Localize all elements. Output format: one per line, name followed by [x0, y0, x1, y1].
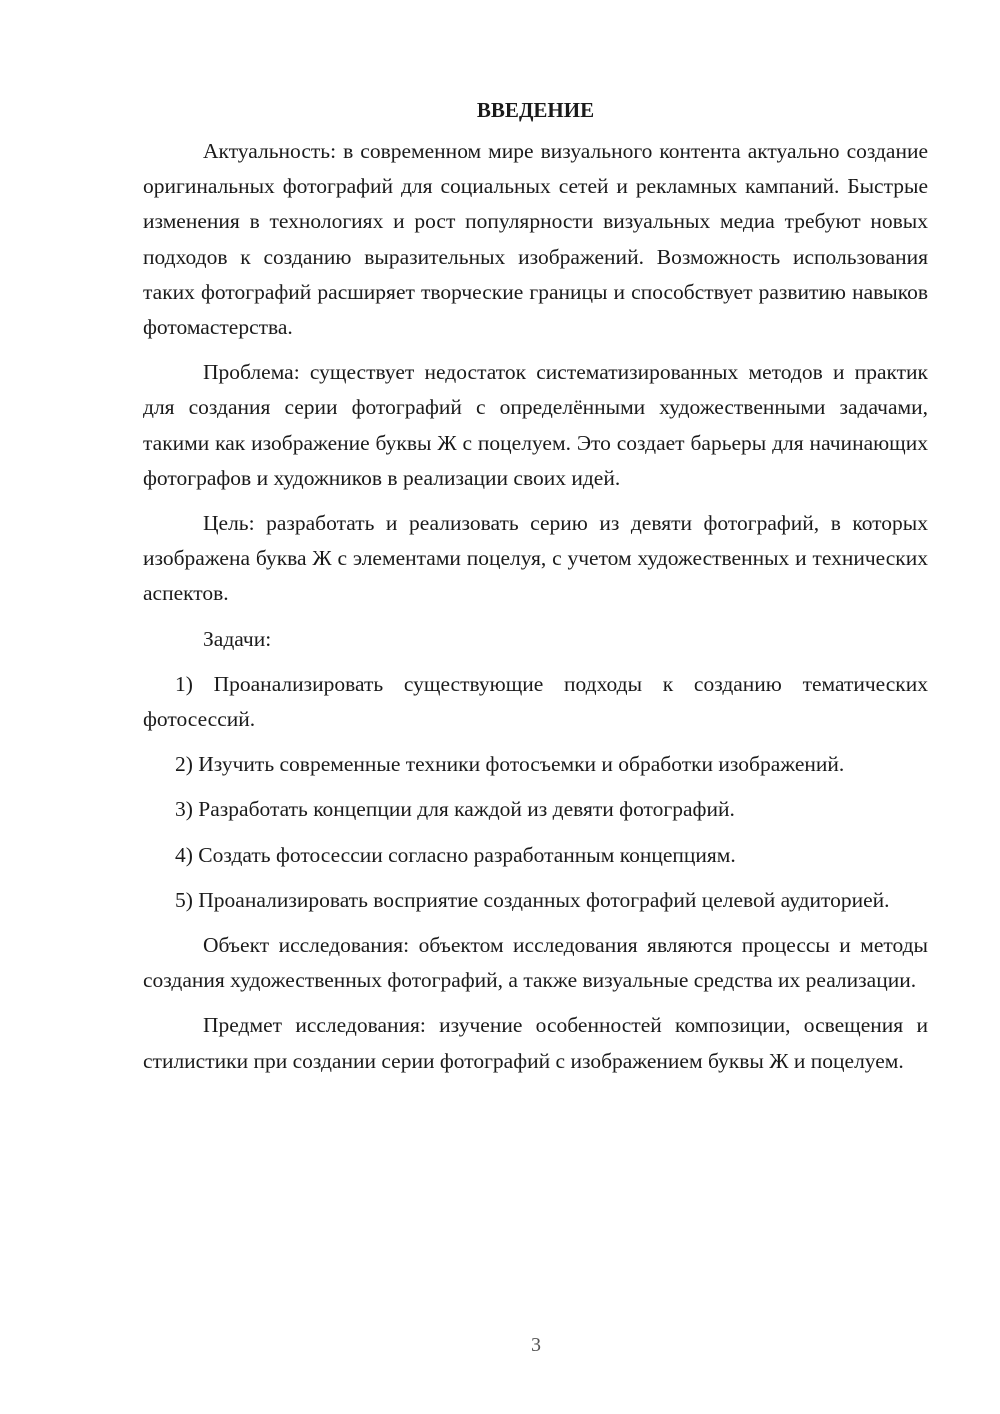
- document-page: [143, 94, 928, 1089]
- page-number: 3: [531, 1334, 541, 1356]
- tasks-heading: Задачи:: [203, 626, 272, 651]
- paragraph-problem: Проблема: существует недостаток систематизированных методов и практик для создания серии фотографий с определёнными художественными задачами, такими как изображение буквы Ж с поцелуем. Это создает барьеры для начинающих фотографов и художников в реализации своих идей.: [143, 360, 928, 490]
- tasks-list: [143, 667, 928, 918]
- list-item: 4) Создать фотосессии согласно разработанным концепциям.: [175, 842, 736, 867]
- paragraph-relevance: Актуальность: в современном мире визуального контента актуально создание оригинальных фотографий для социальных сетей и рекламных кампаний. Быстрые изменения в технологиях и рост популярности визуальных медиа требуют новых подходов к созданию выразительных изображений. Возможность использования таких фотографий расширяет творческие границы и способствует развитию навыков фотомастерства.: [143, 139, 928, 340]
- list-item: 5) Проанализировать восприятие созданных фотографий целевой аудиторией.: [175, 887, 890, 912]
- list-item: 2) Изучить современные техники фотосъемки и обработки изображений.: [175, 752, 845, 777]
- paragraph-goal: Цель: разработать и реализовать серию из девяти фотографий, в которых изображена буква Ж с элементами поцелуя, с учетом художественных и технических аспектов.: [143, 511, 928, 606]
- list-item: 3) Разработать концепции для каждой из девяти фотографий.: [175, 797, 735, 822]
- page-title: ВВЕДЕНИЕ: [476, 98, 595, 122]
- paragraph-subject: Предмет исследования: изучение особенностей композиции, освещения и стилистики при создании серии фотографий с изображением буквы Ж и поцелуем.: [143, 1013, 928, 1073]
- list-item: 1) Проанализировать существующие подходы к созданию тематических фотосессий.: [143, 671, 928, 732]
- paragraph-object: Объект исследования: объектом исследования являются процессы и методы создания художественных фотографий, а также визуальные средства их реализации.: [143, 933, 928, 993]
